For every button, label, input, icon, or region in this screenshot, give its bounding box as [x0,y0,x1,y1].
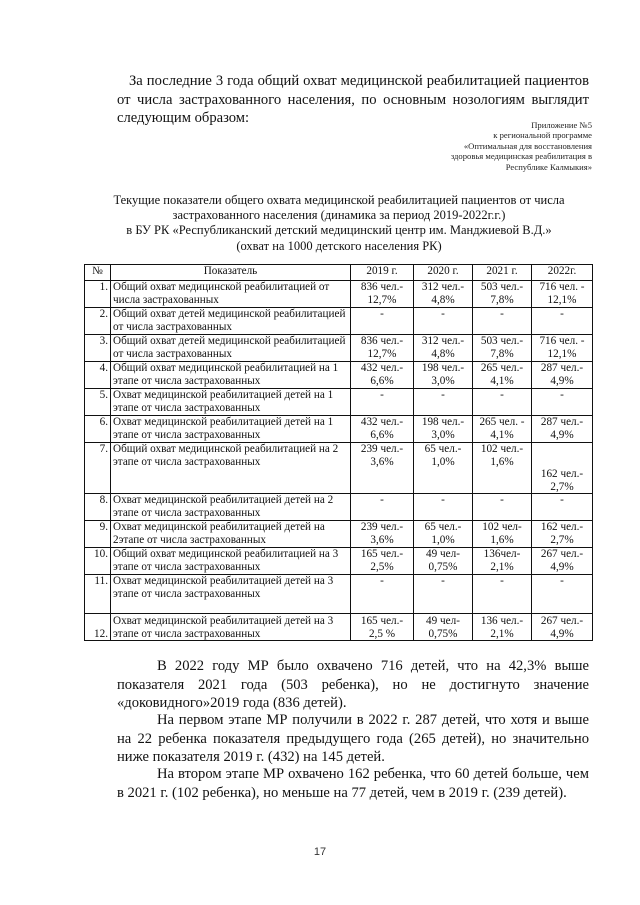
row-value: 265 чел. - 4,1% [473,416,532,443]
row-value: 49 чел- 0,75% [414,614,473,641]
row-value: 239 чел.- 3,6% [351,521,414,548]
table-row [85,308,593,335]
header-2020: 2020 г. [414,265,473,281]
row-number: 4. [85,362,111,389]
row-value: - [473,308,532,335]
appendix-line: «Оптимальная для восстановления [463,140,592,151]
title-line: застрахованного населения (динамика за период 2019-2022г.г.) [172,208,506,223]
row-value: - [414,494,473,521]
intro-paragraph: За последние 3 года общий охват медицинской реабилитацией пациентов от числа застрахованного населения, по основным нозологиям выглядит следующим образом: [117,73,589,126]
summary-paragraph-stage1: На первом этапе МР получили в 2022 г. 287 детей, что хотя и выше на 22 ребенка показателя предыдущего года (265 детей), но значительно ниже показателя 2019 г. (432) на 145 детей. [117,712,589,765]
row-value: - [473,575,532,614]
table-row [85,362,593,389]
row-number: 7. [85,443,111,494]
row-value: - [351,389,414,416]
row-number: 6. [85,416,111,443]
row-value: 312 чел.- 4,8% [414,281,473,308]
appendix-line: к региональной программе [493,130,592,141]
page-number: 17 [313,846,327,858]
row-value: - [414,575,473,614]
table-row [85,494,593,521]
row-indicator: Охват медицинской реабилитацией детей на 3 этапе от числа застрахованных [111,614,351,641]
row-value: 716 чел. - 12,1% [532,281,593,308]
table-row [85,281,593,308]
row-value: 49 чел- 0,75% [414,548,473,575]
title-line: в БУ РК «Республиканский детский медицинский центр им. Манджиевой В.Д.» [126,223,552,238]
row-indicator: Охват медицинской реабилитацией детей на 1 этапе от числа застрахованных [111,416,351,443]
header-2022: 2022г. [532,265,593,281]
row-value: 265 чел.- 4,1% [473,362,532,389]
row-value: - [351,308,414,335]
appendix-line: здоровья медицинская реабилитация в [450,151,592,162]
row-value: - [473,494,532,521]
header-2019: 2019 г. [351,265,414,281]
row-value: 432 чел.- 6,6% [351,362,414,389]
row-value: - [532,308,593,335]
header-indicator: Показатель [111,265,351,281]
row-number: 11. [85,575,111,614]
table-row [85,575,593,614]
header-2021: 2021 г. [473,265,532,281]
row-value: - [414,308,473,335]
header-number: № [85,265,111,281]
appendix-line: Республике Калмыкия» [505,161,592,172]
row-value: - [351,575,414,614]
table-title [82,193,596,254]
row-value: 162 чел.- 2,7% [532,521,593,548]
row-value: 198 чел.- 3,0% [414,416,473,443]
row-value: 267 чел.- 4,9% [532,614,593,641]
row-value: - [532,494,593,521]
row-value: - [532,389,593,416]
row-indicator: Общий охват медицинской реабилитацией на 3 этапе от числа застрахованных [111,548,351,575]
row-value: 836 чел.- 12,7% [351,335,414,362]
title-line: Текущие показатели общего охвата медицинской реабилитацией пациентов от числа [113,193,565,207]
row-value: 312 чел.- 4,8% [414,335,473,362]
table-row [85,614,593,641]
row-indicator: Охват медицинской реабилитацией детей на 3 этапе от числа застрахованных [111,575,351,614]
table-row [85,389,593,416]
row-number: 1. [85,281,111,308]
row-number: 2. [85,308,111,335]
appendix-note [392,120,592,172]
row-indicator: Охват медицинской реабилитацией детей на 1 этапе от числа застрахованных [111,389,351,416]
row-indicator: Общий охват медицинской реабилитацией на 1 этапе от числа застрахованных [111,362,351,389]
row-value: 102 чел.- 1,6% [473,443,532,494]
row-value: 165 чел.- 2,5% [351,548,414,575]
row-value: 162 чел.- 2,7% [532,443,593,494]
row-value: 503 чел.- 7,8% [473,335,532,362]
row-value: 65 чел.- 1,0% [414,443,473,494]
row-value: 716 чел. - 12,1% [532,335,593,362]
row-value: 503 чел.- 7,8% [473,281,532,308]
table-row [85,335,593,362]
row-indicator: Охват медицинской реабилитацией детей на 2этапе от числа застрахованных [111,521,351,548]
row-value: 165 чел.- 2,5 % [351,614,414,641]
row-indicator: Общий охват детей медицинской реабилитацией от числа застрахованных [111,308,351,335]
row-value: - [414,389,473,416]
row-number: 12. [85,614,111,641]
table-header-row [85,265,593,281]
row-value: - [532,575,593,614]
row-indicator: Охват медицинской реабилитацией детей на 2 этапе от числа застрахованных [111,494,351,521]
row-value: 836 чел.- 12,7% [351,281,414,308]
row-value: 136 чел.- 2,1% [473,614,532,641]
row-value: - [351,494,414,521]
row-number: 8. [85,494,111,521]
row-indicator: Общий охват детей медицинской реабилитацией от числа застрахованных [111,335,351,362]
summary-paragraph-total: В 2022 году МР было охвачено 716 детей, что на 42,3% выше показателя 2021 года (503 ребенка), но не достигнуто значение «доковидного»2019 года (836 детей). [117,658,589,711]
table-row [85,443,593,494]
row-value: - [473,389,532,416]
row-number: 5. [85,389,111,416]
row-number: 10. [85,548,111,575]
title-line: (охват на 1000 детского населения РК) [236,238,442,253]
table-row [85,521,593,548]
indicators-table [84,264,593,641]
row-indicator: Общий охват медицинской реабилитацией от числа застрахованных [111,281,351,308]
row-number: 9. [85,521,111,548]
row-value: 267 чел.- 4,9% [532,548,593,575]
row-value: 287 чел.- 4,9% [532,362,593,389]
table-row [85,416,593,443]
row-value: 65 чел.- 1,0% [414,521,473,548]
row-value: 432 чел.- 6,6% [351,416,414,443]
row-value: 102 чел- 1,6% [473,521,532,548]
row-value: 287 чел.- 4,9% [532,416,593,443]
row-indicator: Общий охват медицинской реабилитацией на 2 этапе от числа застрахованных [111,443,351,494]
summary-paragraph-stage2: На втором этапе МР охвачено 162 ребенка, что 60 детей больше, чем в 2021 г. (102 ребенка), но меньше на 77 детей, чем в 2019 г. (239 детей). [117,766,589,801]
row-value: 239 чел.- 3,6% [351,443,414,494]
row-value: 136чел- 2,1% [473,548,532,575]
row-value: 198 чел.- 3,0% [414,362,473,389]
appendix-line: Приложение №5 [531,120,592,130]
row-number: 3. [85,335,111,362]
table-row [85,548,593,575]
